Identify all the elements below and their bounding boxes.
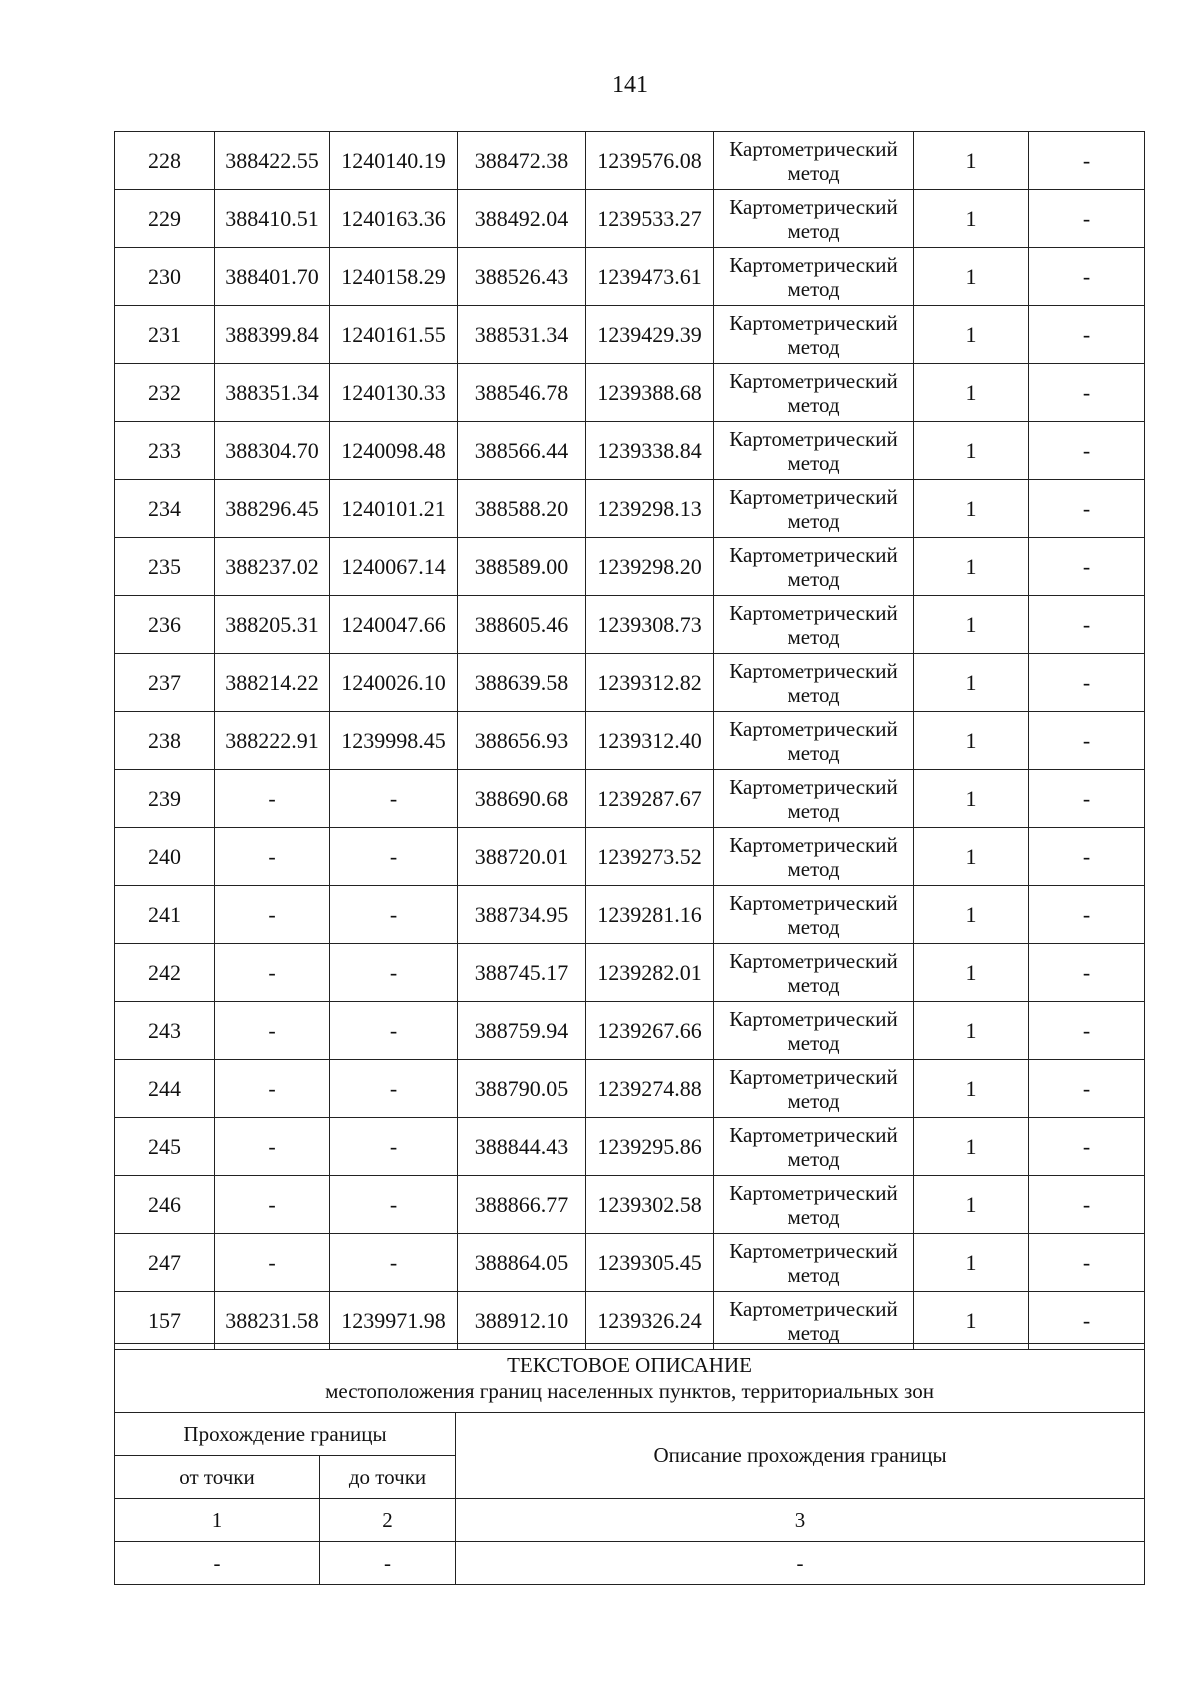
- cell-old-y: -: [330, 828, 458, 886]
- cell-note: -: [1029, 306, 1145, 364]
- method-label-line2: метод: [787, 1088, 840, 1113]
- cell-method: [714, 712, 914, 770]
- cell-old-y: 1240067.14: [330, 538, 458, 596]
- method-label-line1: Картометрический: [729, 658, 898, 683]
- cell-note: -: [1029, 364, 1145, 422]
- method-label-line1: Картометрический: [729, 484, 898, 509]
- cell-new-y: 1239308.73: [586, 596, 714, 654]
- method-label-line1: Картометрический: [729, 310, 898, 335]
- cell-new-x: 388656.93: [458, 712, 586, 770]
- cell-accuracy: 1: [914, 1234, 1029, 1292]
- cell-note: -: [1029, 654, 1145, 712]
- cell-accuracy: 1: [914, 654, 1029, 712]
- cell-old-x: -: [215, 770, 330, 828]
- method-label-line1: Картометрический: [729, 774, 898, 799]
- method-label-line2: метод: [787, 914, 840, 939]
- cell-new-y: 1239295.86: [586, 1118, 714, 1176]
- method-label-line1: Картометрический: [729, 600, 898, 625]
- cell-point-number: 233: [115, 422, 215, 480]
- cell-new-x: 388745.17: [458, 944, 586, 1002]
- cell-old-x: -: [215, 1234, 330, 1292]
- cell-method: [714, 1176, 914, 1234]
- cell-new-y: 1239312.82: [586, 654, 714, 712]
- cell-note: -: [1029, 480, 1145, 538]
- method-label-line1: Картометрический: [729, 426, 898, 451]
- coordinates-table: [114, 131, 1145, 1350]
- cell-old-x: 388399.84: [215, 306, 330, 364]
- cell-point-number: 244: [115, 1060, 215, 1118]
- cell-accuracy: 1: [914, 132, 1029, 190]
- cell-point-number: 157: [115, 1292, 215, 1350]
- cell-old-x: -: [215, 1060, 330, 1118]
- table-row: [115, 886, 1145, 944]
- method-label-line1: Картометрический: [729, 1180, 898, 1205]
- cell-method: [714, 1292, 914, 1350]
- cell-note: -: [1029, 770, 1145, 828]
- method-label-line2: метод: [787, 740, 840, 765]
- cell-old-y: 1240130.33: [330, 364, 458, 422]
- table-row: [115, 190, 1145, 248]
- cell-new-y: 1239273.52: [586, 828, 714, 886]
- table-row: [115, 770, 1145, 828]
- cell-note: -: [1029, 828, 1145, 886]
- method-label-line2: метод: [787, 1320, 840, 1345]
- cell-point-number: 243: [115, 1002, 215, 1060]
- cell-new-y: 1239287.67: [586, 770, 714, 828]
- cell-old-x: -: [215, 1002, 330, 1060]
- cell-new-y: 1239298.13: [586, 480, 714, 538]
- cell-old-y: 1240161.55: [330, 306, 458, 364]
- cell-method: [714, 1234, 914, 1292]
- cell-method: [714, 886, 914, 944]
- cell-method: [714, 654, 914, 712]
- cell-accuracy: 1: [914, 886, 1029, 944]
- method-label-line2: метод: [787, 334, 840, 359]
- table-row: [115, 306, 1145, 364]
- cell-new-x: 388690.68: [458, 770, 586, 828]
- cell-new-x: 388639.58: [458, 654, 586, 712]
- cell-method: [714, 132, 914, 190]
- description-header-cell: [115, 1344, 1145, 1413]
- cell-method: [714, 944, 914, 1002]
- cell-point-number: 238: [115, 712, 215, 770]
- cell-new-y: 1239326.24: [586, 1292, 714, 1350]
- cell-new-y: 1239429.39: [586, 306, 714, 364]
- cell-new-y: 1239576.08: [586, 132, 714, 190]
- cell-method: [714, 364, 914, 422]
- table-row: [115, 538, 1145, 596]
- description-from-value: -: [115, 1542, 320, 1585]
- cell-new-x: 388912.10: [458, 1292, 586, 1350]
- cell-old-y: 1240158.29: [330, 248, 458, 306]
- method-label-line1: Картометрический: [729, 1296, 898, 1321]
- cell-old-y: 1240101.21: [330, 480, 458, 538]
- cell-point-number: 236: [115, 596, 215, 654]
- cell-new-x: 388790.05: [458, 1060, 586, 1118]
- method-label-line2: метод: [787, 566, 840, 591]
- cell-point-number: 237: [115, 654, 215, 712]
- cell-method: [714, 248, 914, 306]
- method-label-line1: Картометрический: [729, 1122, 898, 1147]
- cell-method: [714, 828, 914, 886]
- cell-point-number: 235: [115, 538, 215, 596]
- cell-method: [714, 190, 914, 248]
- cell-point-number: 245: [115, 1118, 215, 1176]
- method-label-line1: Картометрический: [729, 252, 898, 277]
- cell-point-number: 231: [115, 306, 215, 364]
- cell-old-x: 388231.58: [215, 1292, 330, 1350]
- table-row: [115, 480, 1145, 538]
- cell-accuracy: 1: [914, 306, 1029, 364]
- cell-old-y: 1240140.19: [330, 132, 458, 190]
- method-label-line2: метод: [787, 1030, 840, 1055]
- cell-old-y: 1240163.36: [330, 190, 458, 248]
- cell-new-y: 1239267.66: [586, 1002, 714, 1060]
- method-label-line1: Картометрический: [729, 1006, 898, 1031]
- cell-new-y: 1239473.61: [586, 248, 714, 306]
- table-row: [115, 596, 1145, 654]
- cell-old-y: -: [330, 1234, 458, 1292]
- cell-old-x: 388422.55: [215, 132, 330, 190]
- cell-new-y: 1239388.68: [586, 364, 714, 422]
- cell-note: -: [1029, 886, 1145, 944]
- table-row: [115, 1060, 1145, 1118]
- cell-old-y: -: [330, 1002, 458, 1060]
- description-text-value: -: [456, 1542, 1145, 1585]
- method-label-line2: метод: [787, 450, 840, 475]
- table-row: [115, 132, 1145, 190]
- method-label-line2: метод: [787, 856, 840, 881]
- cell-note: -: [1029, 422, 1145, 480]
- cell-old-x: 388401.70: [215, 248, 330, 306]
- cell-old-y: 1240026.10: [330, 654, 458, 712]
- cell-accuracy: 1: [914, 712, 1029, 770]
- cell-note: -: [1029, 1292, 1145, 1350]
- cell-old-x: -: [215, 886, 330, 944]
- cell-old-y: 1239998.45: [330, 712, 458, 770]
- header-to-point: до точки: [320, 1456, 456, 1499]
- cell-new-y: 1239533.27: [586, 190, 714, 248]
- cell-old-y: 1239971.98: [330, 1292, 458, 1350]
- cell-new-y: 1239281.16: [586, 886, 714, 944]
- method-label-line1: Картометрический: [729, 194, 898, 219]
- cell-old-y: -: [330, 886, 458, 944]
- table-row: [115, 712, 1145, 770]
- cell-old-y: -: [330, 1118, 458, 1176]
- cell-method: [714, 306, 914, 364]
- cell-old-x: 388222.91: [215, 712, 330, 770]
- method-label-line1: Картометрический: [729, 716, 898, 741]
- coordinates-table-body: [115, 132, 1145, 1350]
- cell-accuracy: 1: [914, 422, 1029, 480]
- table-row: [115, 944, 1145, 1002]
- cell-new-x: 388589.00: [458, 538, 586, 596]
- cell-new-x: 388526.43: [458, 248, 586, 306]
- cell-note: -: [1029, 596, 1145, 654]
- cell-point-number: 239: [115, 770, 215, 828]
- method-label-line2: метод: [787, 392, 840, 417]
- column-number-3: 3: [456, 1499, 1145, 1542]
- cell-new-x: 388866.77: [458, 1176, 586, 1234]
- cell-new-x: 388546.78: [458, 364, 586, 422]
- cell-accuracy: 1: [914, 1060, 1029, 1118]
- cell-method: [714, 422, 914, 480]
- cell-old-y: -: [330, 1176, 458, 1234]
- cell-note: -: [1029, 1118, 1145, 1176]
- cell-new-y: 1239338.84: [586, 422, 714, 480]
- cell-method: [714, 538, 914, 596]
- cell-note: -: [1029, 190, 1145, 248]
- cell-accuracy: 1: [914, 1176, 1029, 1234]
- cell-point-number: 230: [115, 248, 215, 306]
- cell-note: -: [1029, 538, 1145, 596]
- cell-old-y: 1240047.66: [330, 596, 458, 654]
- cell-old-x: 388237.02: [215, 538, 330, 596]
- cell-new-x: 388492.04: [458, 190, 586, 248]
- cell-new-x: 388472.38: [458, 132, 586, 190]
- cell-method: [714, 770, 914, 828]
- method-label-line2: метод: [787, 1146, 840, 1171]
- method-label-line2: метод: [787, 682, 840, 707]
- cell-old-x: 388205.31: [215, 596, 330, 654]
- table-row: [115, 1292, 1145, 1350]
- method-label-line1: Картометрический: [729, 542, 898, 567]
- cell-old-x: 388296.45: [215, 480, 330, 538]
- cell-point-number: 228: [115, 132, 215, 190]
- method-label-line2: метод: [787, 624, 840, 649]
- table-row: [115, 248, 1145, 306]
- cell-note: -: [1029, 1234, 1145, 1292]
- method-label-line2: метод: [787, 972, 840, 997]
- cell-point-number: 247: [115, 1234, 215, 1292]
- cell-accuracy: 1: [914, 538, 1029, 596]
- cell-old-x: 388214.22: [215, 654, 330, 712]
- table-row: [115, 422, 1145, 480]
- column-number-2: 2: [320, 1499, 456, 1542]
- cell-method: [714, 1060, 914, 1118]
- cell-new-x: 388566.44: [458, 422, 586, 480]
- description-to-value: -: [320, 1542, 456, 1585]
- cell-point-number: 232: [115, 364, 215, 422]
- cell-new-x: 388531.34: [458, 306, 586, 364]
- method-label-line1: Картометрический: [729, 1064, 898, 1089]
- table-row: [115, 1176, 1145, 1234]
- cell-new-x: 388759.94: [458, 1002, 586, 1060]
- cell-accuracy: 1: [914, 1002, 1029, 1060]
- cell-new-y: 1239298.20: [586, 538, 714, 596]
- cell-note: -: [1029, 1060, 1145, 1118]
- cell-point-number: 241: [115, 886, 215, 944]
- cell-accuracy: 1: [914, 1118, 1029, 1176]
- header-from-point: от точки: [115, 1456, 320, 1499]
- cell-new-x: 388844.43: [458, 1118, 586, 1176]
- cell-new-x: 388734.95: [458, 886, 586, 944]
- cell-note: -: [1029, 1002, 1145, 1060]
- cell-old-x: 388304.70: [215, 422, 330, 480]
- method-label-line2: метод: [787, 160, 840, 185]
- cell-note: -: [1029, 248, 1145, 306]
- cell-old-x: 388410.51: [215, 190, 330, 248]
- cell-new-x: 388720.01: [458, 828, 586, 886]
- table-row: [115, 828, 1145, 886]
- cell-old-x: -: [215, 828, 330, 886]
- description-subtitle: местоположения границ населенных пунктов, территориальных зон: [325, 1379, 934, 1403]
- method-label-line2: метод: [787, 276, 840, 301]
- description-title: ТЕКСТОВОЕ ОПИСАНИЕ: [507, 1353, 752, 1377]
- cell-accuracy: 1: [914, 1292, 1029, 1350]
- column-number-1: 1: [115, 1499, 320, 1542]
- cell-accuracy: 1: [914, 248, 1029, 306]
- cell-note: -: [1029, 132, 1145, 190]
- cell-note: -: [1029, 712, 1145, 770]
- cell-old-y: -: [330, 1060, 458, 1118]
- cell-new-y: 1239305.45: [586, 1234, 714, 1292]
- method-label-line1: Картометрический: [729, 136, 898, 161]
- cell-point-number: 246: [115, 1176, 215, 1234]
- cell-new-y: 1239312.40: [586, 712, 714, 770]
- cell-method: [714, 596, 914, 654]
- method-label-line1: Картометрический: [729, 368, 898, 393]
- cell-old-x: -: [215, 1118, 330, 1176]
- boundary-description-table: [114, 1343, 1145, 1585]
- cell-point-number: 234: [115, 480, 215, 538]
- method-label-line2: метод: [787, 798, 840, 823]
- cell-method: [714, 1002, 914, 1060]
- method-label-line1: Картометрический: [729, 1238, 898, 1263]
- table-row: [115, 1002, 1145, 1060]
- cell-old-y: -: [330, 770, 458, 828]
- cell-accuracy: 1: [914, 828, 1029, 886]
- cell-accuracy: 1: [914, 190, 1029, 248]
- header-boundary-description: Описание прохождения границы: [456, 1413, 1145, 1499]
- method-label-line1: Картометрический: [729, 832, 898, 857]
- method-label-line2: метод: [787, 508, 840, 533]
- cell-new-y: 1239302.58: [586, 1176, 714, 1234]
- header-boundary-pass: Прохождение границы: [115, 1413, 456, 1456]
- cell-old-x: -: [215, 1176, 330, 1234]
- table-row: [115, 654, 1145, 712]
- cell-accuracy: 1: [914, 770, 1029, 828]
- cell-accuracy: 1: [914, 364, 1029, 422]
- cell-method: [714, 480, 914, 538]
- cell-old-y: 1240098.48: [330, 422, 458, 480]
- cell-accuracy: 1: [914, 596, 1029, 654]
- cell-new-y: 1239274.88: [586, 1060, 714, 1118]
- cell-note: -: [1029, 1176, 1145, 1234]
- cell-old-y: -: [330, 944, 458, 1002]
- table-row: [115, 1118, 1145, 1176]
- cell-accuracy: 1: [914, 944, 1029, 1002]
- cell-new-y: 1239282.01: [586, 944, 714, 1002]
- cell-new-x: 388605.46: [458, 596, 586, 654]
- cell-method: [714, 1118, 914, 1176]
- cell-point-number: 240: [115, 828, 215, 886]
- cell-old-x: 388351.34: [215, 364, 330, 422]
- cell-accuracy: 1: [914, 480, 1029, 538]
- page-number: 141: [612, 72, 648, 98]
- method-label-line2: метод: [787, 1204, 840, 1229]
- method-label-line1: Картометрический: [729, 948, 898, 973]
- cell-note: -: [1029, 944, 1145, 1002]
- cell-new-x: 388588.20: [458, 480, 586, 538]
- method-label-line2: метод: [787, 218, 840, 243]
- cell-point-number: 242: [115, 944, 215, 1002]
- table-row: [115, 1234, 1145, 1292]
- method-label-line1: Картометрический: [729, 890, 898, 915]
- method-label-line2: метод: [787, 1262, 840, 1287]
- cell-old-x: -: [215, 944, 330, 1002]
- cell-point-number: 229: [115, 190, 215, 248]
- table-row: [115, 364, 1145, 422]
- cell-new-x: 388864.05: [458, 1234, 586, 1292]
